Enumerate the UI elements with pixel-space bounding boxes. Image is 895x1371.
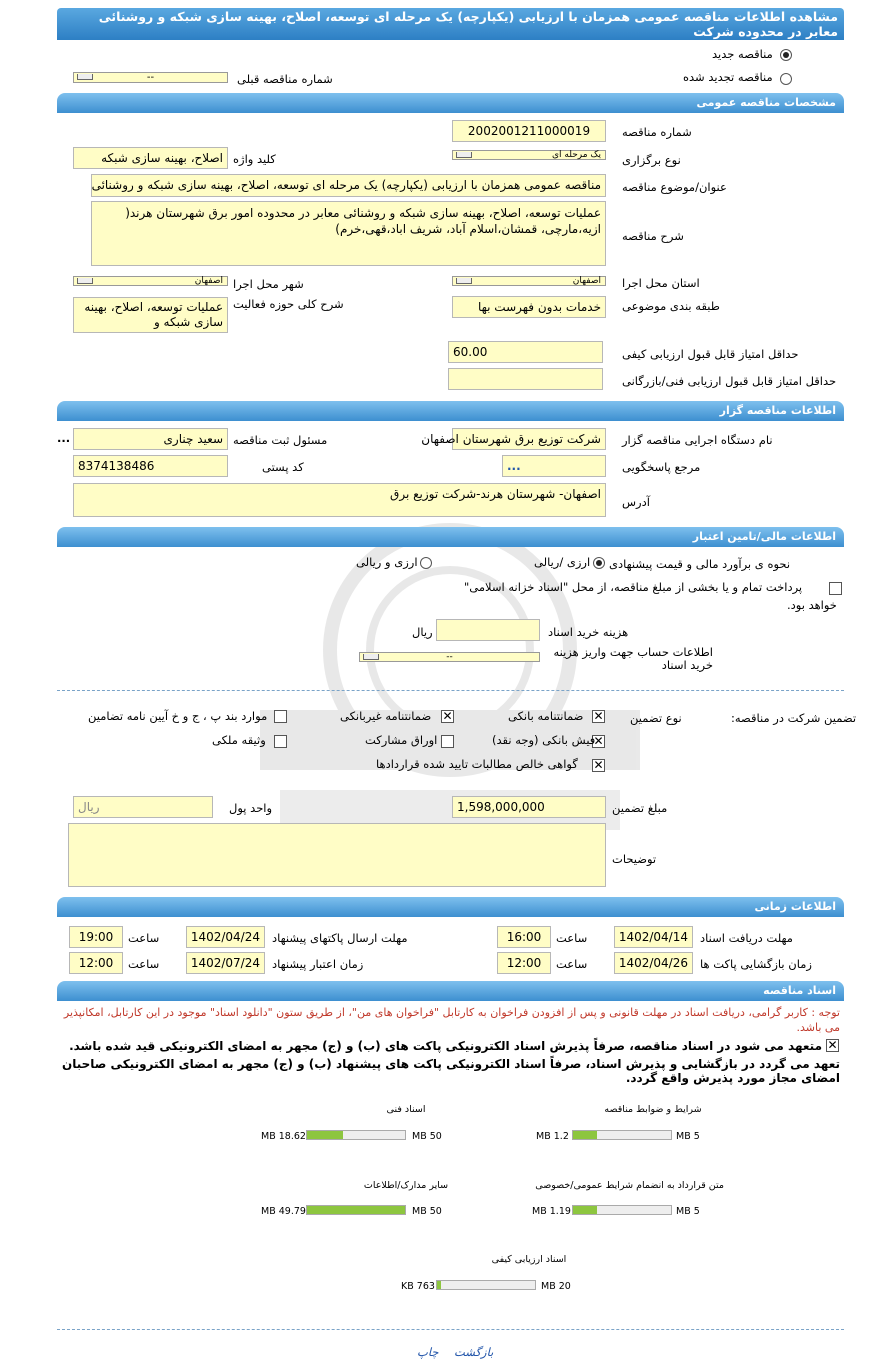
organizer-section-header: اطلاعات مناقصه گزار: [57, 401, 844, 421]
description-label: شرح مناقصه: [622, 229, 684, 243]
org-label: نام دستگاه اجرایی مناقصه گزار: [622, 433, 773, 447]
address-field: اصفهان- شهرستان هرند-شرکت توزیع برق: [73, 483, 606, 517]
commit-text-1: متعهد می شود در اسناد مناقصه، صرفاً پذیرش اسناد الکترونیکی پاکت های (ب) و (ج) مجهر به امضای الکترونیکی قید شده باشد.: [69, 1039, 822, 1053]
description-field: عملیات توسعه، اصلاح، بهینه سازی شبکه و روشنائی معابر در محدوده امور برق شهرستان هرند( ازیه،مارچی، قمشان،اسلام آباد، شریف اباد،قهی،خرم): [91, 201, 606, 266]
bank-receipt-checkbox[interactable]: ✕: [593, 734, 604, 748]
fx-rial-radio[interactable]: [420, 557, 432, 569]
doc-fee-field: [436, 619, 540, 641]
province-select[interactable]: اصفهان: [452, 276, 606, 286]
file-used: 1.2 MB: [536, 1131, 569, 1142]
file-max: 5 MB: [676, 1131, 700, 1142]
validity-label: زمان اعتبار پیشنهاد: [272, 957, 364, 971]
treasury-text-cont: خواهد بود.: [787, 598, 837, 612]
send-deadline-label: مهلت ارسال پاکتهای پیشنهاد: [272, 931, 408, 945]
currency-label: واحد پول: [229, 801, 273, 815]
receive-time-label: ساعت: [556, 931, 588, 945]
validity-time-label: ساعت: [128, 957, 160, 971]
file-used: 763 KB: [401, 1281, 435, 1292]
file-name: سایر مدارک/اطلاعات: [363, 1180, 449, 1191]
file-max: 50 MB: [412, 1131, 442, 1142]
treasury-checkbox[interactable]: [829, 582, 842, 595]
file-max: 20 MB: [541, 1281, 571, 1292]
reference-label: مرجع پاسخگویی: [622, 460, 701, 474]
tender-number-label: شماره مناقصه: [622, 125, 692, 139]
footer-divider: [57, 1329, 844, 1330]
doc-fee-unit: ریال: [412, 625, 433, 639]
rial-radio-label: ارزی /ریالی: [534, 555, 591, 569]
validity-date-field: 1402/07/24: [186, 952, 265, 974]
bylaw-guarantee-label: موارد بند پ ، ج و خ آیین نامه تضامین: [88, 709, 268, 723]
rial-radio[interactable]: [593, 557, 605, 569]
postal-code-label: کد پستی: [262, 460, 304, 474]
nonbank-guarantee-checkbox[interactable]: ✕: [442, 709, 453, 723]
documents-section-header: اسناد مناقصه: [57, 981, 844, 1001]
opening-date-field: 1402/04/26: [614, 952, 693, 974]
subject-field: مناقصه عمومی همزمان با ارزیابی (یکپارچه) یک مرحله ای توسعه، اصلاح، بهینه سازی شبکه و روشنائی: [91, 174, 606, 197]
claims-label: گواهی خالص مطالبات تایید شده قراردادها: [376, 757, 578, 771]
file-usage-bar: [306, 1205, 406, 1215]
opening-time-label: ساعت: [556, 957, 588, 971]
file-usage-fill: [573, 1206, 597, 1214]
doc-fee-label: هزینه خرید اسناد: [548, 625, 629, 639]
category-field: خدمات بدون فهرست بها: [452, 296, 606, 318]
estimate-label: نحوه ی برآورد مالی و قیمت پیشنهادی: [609, 557, 791, 571]
file-used: 18.62 MB: [261, 1131, 306, 1142]
treasury-text: پرداخت تمام و یا بخشی از مبلغ مناقصه، از محل "اسناد خزانه اسلامی": [464, 580, 803, 594]
currency-field: ریال: [73, 796, 213, 818]
timing-section-header: اطلاعات زمانی: [57, 897, 844, 917]
officer-field: سعید چناری: [73, 428, 228, 450]
bonds-label: اوراق مشارکت: [365, 733, 438, 747]
file-usage-bar: [572, 1130, 672, 1140]
receive-deadline-label: مهلت دریافت اسناد: [700, 931, 793, 945]
province-label: استان محل اجرا: [622, 276, 700, 290]
account-label: اطلاعات حساب جهت واریز هزینه خرید اسناد: [553, 645, 713, 672]
general-section-header: مشخصات مناقصه عمومی: [57, 93, 844, 113]
section-divider: [57, 690, 844, 691]
org-field: شرکت توزیع برق شهرستان اصفهان: [452, 428, 606, 450]
guarantee-type-label: نوع تضمین: [630, 711, 682, 725]
holding-type-label: نوع برگزاری: [622, 153, 681, 167]
subject-label: عنوان/موضوع مناقصه: [622, 180, 727, 194]
notes-field: [68, 823, 606, 887]
officer-more-link[interactable]: ...: [57, 431, 71, 445]
commit-text-2: تعهد می گردد در بازگشایی و پذیرش اسناد، صرفاً اسناد الکترونیکی پاکت های پیشنهاد (ب) و (ج) مجهر به امضای الکترونیکی صاحبان امضای مجاز مورد پذیرش واقع گردد.: [61, 1057, 840, 1085]
commit-checkbox[interactable]: ✕: [827, 1038, 838, 1052]
tender-number-field: 2002001211000019: [452, 120, 606, 142]
prev-number-select[interactable]: --: [73, 72, 228, 83]
renewed-tender-label: مناقصه تجدید شده: [683, 70, 773, 84]
file-usage-bar: [436, 1280, 536, 1290]
bylaw-guarantee-checkbox[interactable]: [274, 710, 287, 723]
file-usage-fill: [437, 1281, 441, 1289]
file-usage-fill: [573, 1131, 597, 1139]
participation-guarantee-label: تضمین شرکت در مناقصه:: [731, 711, 857, 725]
finance-section-header: اطلاعات مالی/تامین اعتبار: [57, 527, 844, 547]
receive-date-field: 1402/04/14: [614, 926, 693, 948]
guarantee-amount-field: 1,598,000,000: [452, 796, 606, 818]
bonds-checkbox[interactable]: [441, 735, 454, 748]
print-link[interactable]: چاپ: [417, 1345, 439, 1359]
send-date-field: 1402/04/24: [186, 926, 265, 948]
nonbank-guarantee-label: ضمانتنامه غیربانکی: [340, 709, 432, 723]
holding-type-select[interactable]: یک مرحله ای: [452, 150, 606, 160]
min-tech-field: [448, 368, 603, 390]
min-quality-label: حداقل امتیاز قابل قبول ارزیابی کیفی: [622, 347, 799, 361]
file-usage-fill: [307, 1131, 343, 1139]
address-label: آدرس: [622, 495, 650, 509]
notes-label: توضیحات: [612, 852, 657, 866]
file-name: اسناد ارزیابی کیفی: [491, 1254, 567, 1265]
opening-time-field: 12:00: [497, 952, 551, 974]
bank-receipt-label: فیش بانکی (وجه نقد): [492, 733, 596, 747]
file-usage-bar: [306, 1130, 406, 1140]
claims-checkbox[interactable]: ✕: [593, 758, 604, 772]
file-usage-fill: [307, 1206, 405, 1214]
city-select[interactable]: اصفهان: [73, 276, 228, 286]
fx-rial-radio-label: ارزی و ریالی: [356, 555, 418, 569]
file-max: 50 MB: [412, 1206, 442, 1217]
scope-field: عملیات توسعه، اصلاح، بهینه سازی شبکه و: [73, 297, 228, 333]
new-tender-radio[interactable]: [780, 49, 792, 61]
renewed-tender-radio[interactable]: [780, 73, 792, 85]
bank-guarantee-checkbox[interactable]: ✕: [593, 709, 604, 723]
documents-note: توجه : کاربر گرامی، دریافت اسناد در مهلت قانونی و پس از افزودن فراخوان به کارتابل "فراخوان های من"، از طریق ستون "دانلود اسناد" موجود در این کارتابل، امکانپذیر می باشد.: [63, 1006, 840, 1034]
keyword-label: کلید واژه: [233, 152, 276, 166]
file-used: 1.19 MB: [532, 1206, 571, 1217]
validity-time-field: 12:00: [69, 952, 123, 974]
back-link[interactable]: بازگشت: [454, 1345, 494, 1359]
property-checkbox[interactable]: [274, 735, 287, 748]
file-used: 49.79 MB: [261, 1206, 306, 1217]
bank-guarantee-label: ضمانتنامه بانکی: [508, 709, 584, 723]
prev-number-label: شماره مناقصه قبلی: [237, 72, 333, 86]
receive-time-field: 16:00: [497, 926, 551, 948]
min-tech-label: حداقل امتیاز قابل قبول ارزیابی فنی/بازرگانی: [622, 374, 837, 388]
reference-field[interactable]: ...: [502, 455, 606, 477]
file-name: متن قرارداد به انضمام شرایط عمومی/خصوصی: [535, 1180, 724, 1191]
opening-label: زمان بازگشایی پاکت ها: [700, 957, 812, 971]
file-name: شرایط و ضوابط مناقصه: [604, 1104, 702, 1115]
category-label: طبقه بندی موضوعی: [622, 299, 720, 313]
postal-code-field: 8374138486: [73, 455, 228, 477]
keyword-field: اصلاح، بهینه سازی شبکه: [73, 147, 228, 169]
file-usage-bar: [572, 1205, 672, 1215]
page-title: مشاهده اطلاعات مناقصه عمومی همزمان با ارزیابی (یکپارچه) یک مرحله ای توسعه، اصلاح، بهینه سازی شبکه و روشنائی معابر در محدوده شرکت: [57, 8, 844, 40]
property-label: وثیقه ملکی: [212, 733, 266, 747]
send-time-field: 19:00: [69, 926, 123, 948]
city-label: شهر محل اجرا: [233, 277, 304, 291]
guarantee-amount-label: مبلغ تضمین: [612, 801, 668, 815]
send-time-label: ساعت: [128, 931, 160, 945]
scope-label: شرح کلی حوزه فعالیت: [233, 297, 344, 311]
min-quality-field: 60.00: [448, 341, 603, 363]
file-max: 5 MB: [676, 1206, 700, 1217]
officer-label: مسئول ثبت مناقصه: [233, 433, 328, 447]
account-select[interactable]: --: [359, 652, 540, 662]
new-tender-label: مناقصه جدید: [712, 47, 773, 61]
file-name: اسناد فنی: [386, 1104, 426, 1115]
